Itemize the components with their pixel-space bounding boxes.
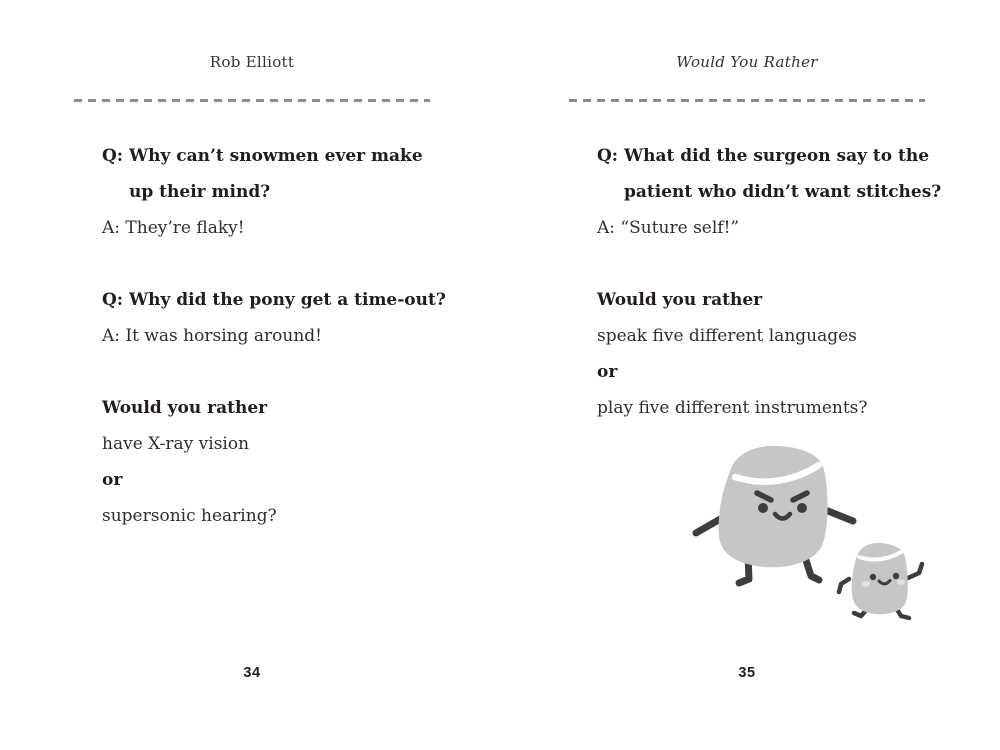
right-eye bbox=[797, 503, 807, 513]
left-arm bbox=[696, 518, 722, 533]
would-you-rather-title: Would you rather bbox=[597, 290, 763, 310]
page-number-right: 35 bbox=[738, 665, 756, 681]
would-you-rather-title: Would you rather bbox=[102, 398, 268, 418]
book-page-left bbox=[74, 0, 446, 750]
running-header-author: Rob Elliott bbox=[209, 53, 295, 71]
left-blush bbox=[862, 581, 870, 587]
would-you-rather-option-2: supersonic hearing? bbox=[102, 506, 277, 526]
marshmallow-illustration bbox=[668, 430, 940, 635]
paragraph-spacer bbox=[102, 354, 424, 390]
joke-question-line: Q: Why can’t snowmen ever make bbox=[102, 146, 423, 166]
left-eye bbox=[870, 574, 876, 580]
joke-answer-line: A: It was horsing around! bbox=[102, 326, 322, 346]
would-you-rather-or-label: or bbox=[597, 362, 618, 382]
joke-question-line: Q: Why did the pony get a time-out? bbox=[102, 290, 446, 310]
left-eye bbox=[758, 503, 768, 513]
page-number-left: 34 bbox=[243, 665, 261, 681]
left-page-content bbox=[102, 138, 446, 534]
right-eye bbox=[893, 573, 899, 579]
running-header-title: Would You Rather bbox=[676, 53, 818, 71]
joke-question-line: Q: What did the surgeon say to the bbox=[597, 146, 930, 166]
would-you-rather-option-1: speak five different languages bbox=[597, 326, 857, 346]
marshmallow-large-body bbox=[719, 446, 828, 568]
would-you-rather-option-1: have X-ray vision bbox=[102, 434, 250, 454]
right-page-content bbox=[597, 138, 942, 426]
dashed-divider bbox=[569, 99, 925, 102]
paragraph-spacer bbox=[597, 246, 919, 282]
would-you-rather-or-label: or bbox=[102, 470, 123, 490]
marshmallow-character-small bbox=[839, 543, 922, 618]
would-you-rather-option-2: play five different instruments? bbox=[597, 398, 868, 418]
marshmallow-character-large bbox=[696, 446, 853, 583]
book-page-right bbox=[569, 0, 942, 750]
paragraph-spacer bbox=[102, 246, 424, 282]
right-arm bbox=[908, 564, 922, 578]
left-arm bbox=[839, 579, 849, 592]
joke-answer-line: A: “Suture self!” bbox=[597, 218, 740, 238]
right-blush bbox=[897, 579, 905, 585]
joke-question-line: patient who didn’t want stitches? bbox=[624, 182, 942, 202]
dashed-divider bbox=[74, 99, 430, 102]
joke-question-line: up their mind? bbox=[129, 182, 271, 202]
joke-answer-line: A: They’re flaky! bbox=[102, 218, 245, 238]
